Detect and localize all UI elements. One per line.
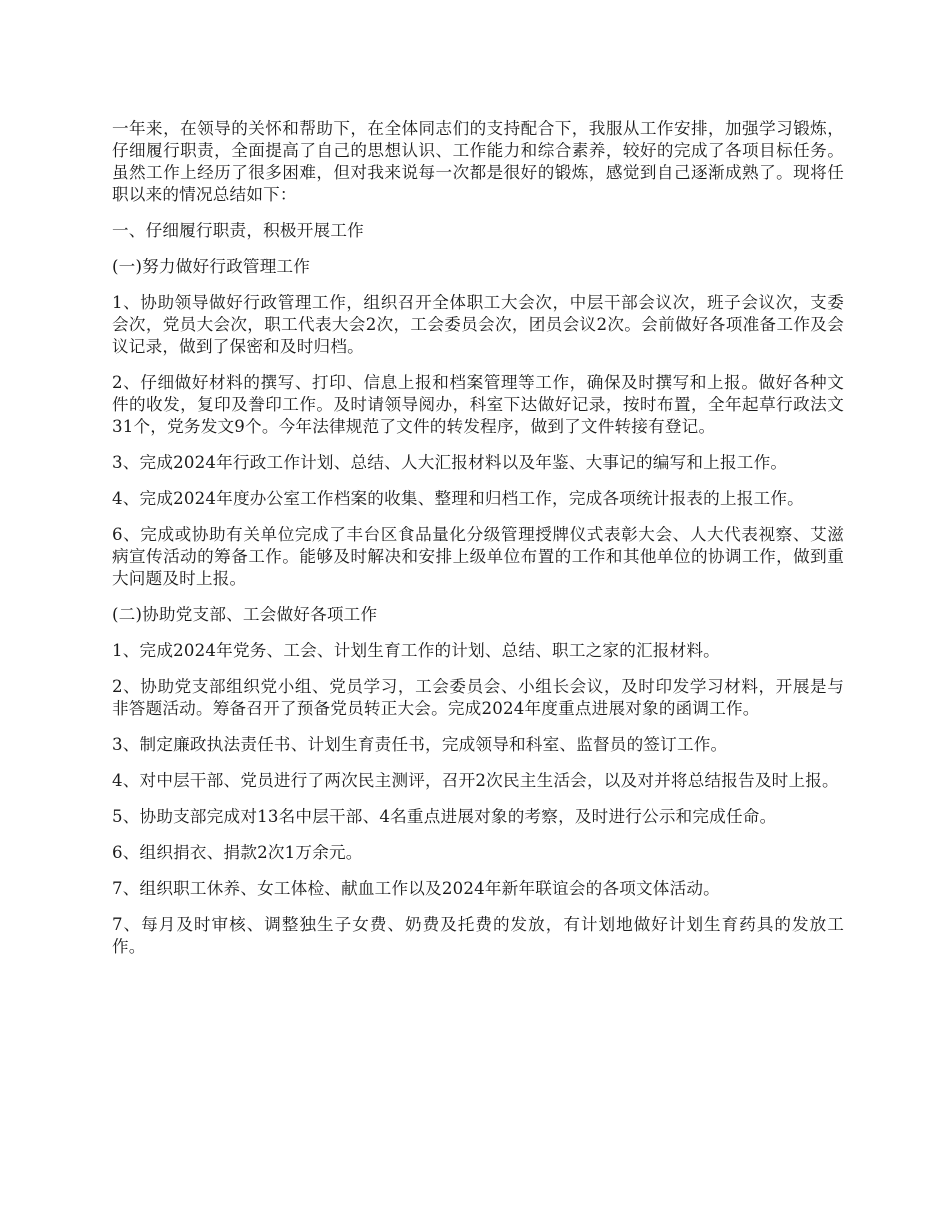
list-item: 6、完成或协助有关单位完成了丰台区食品量化分级管理授牌仪式表彰大会、人大代表视察、艾滋病宣传活动的筹备工作。能够及时解决和安排上级单位布置的工作和其他单位的协调工作，做到重大问题及时上报。	[112, 525, 844, 588]
subsection-heading: (一)努力做好行政管理工作	[112, 257, 311, 276]
section-heading: 一、仔细履行职责，积极开展工作	[112, 221, 364, 240]
list-item: 7、每月及时审核、调整独生子女费、奶费及托费的发放，有计划地做好计划生育药具的发放工作。	[112, 915, 844, 956]
intro-paragraph: 一年来，在领导的关怀和帮助下，在全体同志们的支持配合下，我服从工作安排，加强学习锻炼，仔细履行职责，全面提高了自己的思想认识、工作能力和综合素养，较好的完成了各项目标任务。虽然工作上经历了很多困难，但对我来说每一次都是很好的锻炼，感觉到自己逐渐成熟了。现将任职以来的情况总结如下：	[112, 119, 844, 204]
list-item: 6、组织捐衣、捐款2次1万余元。	[112, 843, 363, 862]
list-item: 2、协助党支部组织党小组、党员学习，工会委员会、小组长会议，及时印发学习材料，开展是与非答题活动。筹备召开了预备党员转正大会。完成2024年度重点进展对象的函调工作。	[112, 677, 844, 718]
list-item: 2、仔细做好材料的撰写、打印、信息上报和档案管理等工作，确保及时撰写和上报。做好各种文件的收发，复印及誊印工作。及时请领导阅办，科室下达做好记录，按时布置，全年起草行政法文31个，党务发文9个。今年法律规范了文件的转发程序，做到了文件转接有登记。	[112, 373, 844, 436]
list-item: 4、对中层干部、党员进行了两次民主测评，召开2次民主生活会，以及对并将总结报告及时上报。	[112, 771, 839, 790]
list-item: 3、制定廉政执法责任书、计划生育责任书，完成领导和科室、监督员的签订工作。	[112, 735, 728, 754]
list-item: 5、协助支部完成对13名中层干部、4名重点进展对象的考察，及时进行公示和完成任命。	[112, 807, 777, 826]
list-item: 1、协助领导做好行政管理工作，组织召开全体职工大会次，中层干部会议次，班子会议次，支委会次，党员大会次，职工代表大会2次，工会委员会次，团员会议2次。会前做好各项准备工作及会议记录，做到了保密和及时归档。	[112, 293, 844, 356]
list-item: 1、完成2024年党务、工会、计划生育工作的计划、总结、职工之家的汇报材料。	[112, 641, 720, 660]
list-item: 7、组织职工休养、女工体检、献血工作以及2024年新年联谊会的各项文体活动。	[112, 879, 720, 898]
list-item: 3、完成2024年行政工作计划、总结、人大汇报材料以及年鉴、大事记的编写和上报工作。	[112, 453, 788, 472]
subsection-heading: (二)协助党支部、工会做好各项工作	[112, 605, 378, 624]
document-body	[112, 118, 844, 972]
list-item: 4、完成2024年度办公室工作档案的收集、整理和归档工作，完成各项统计报表的上报工作。	[112, 489, 804, 508]
